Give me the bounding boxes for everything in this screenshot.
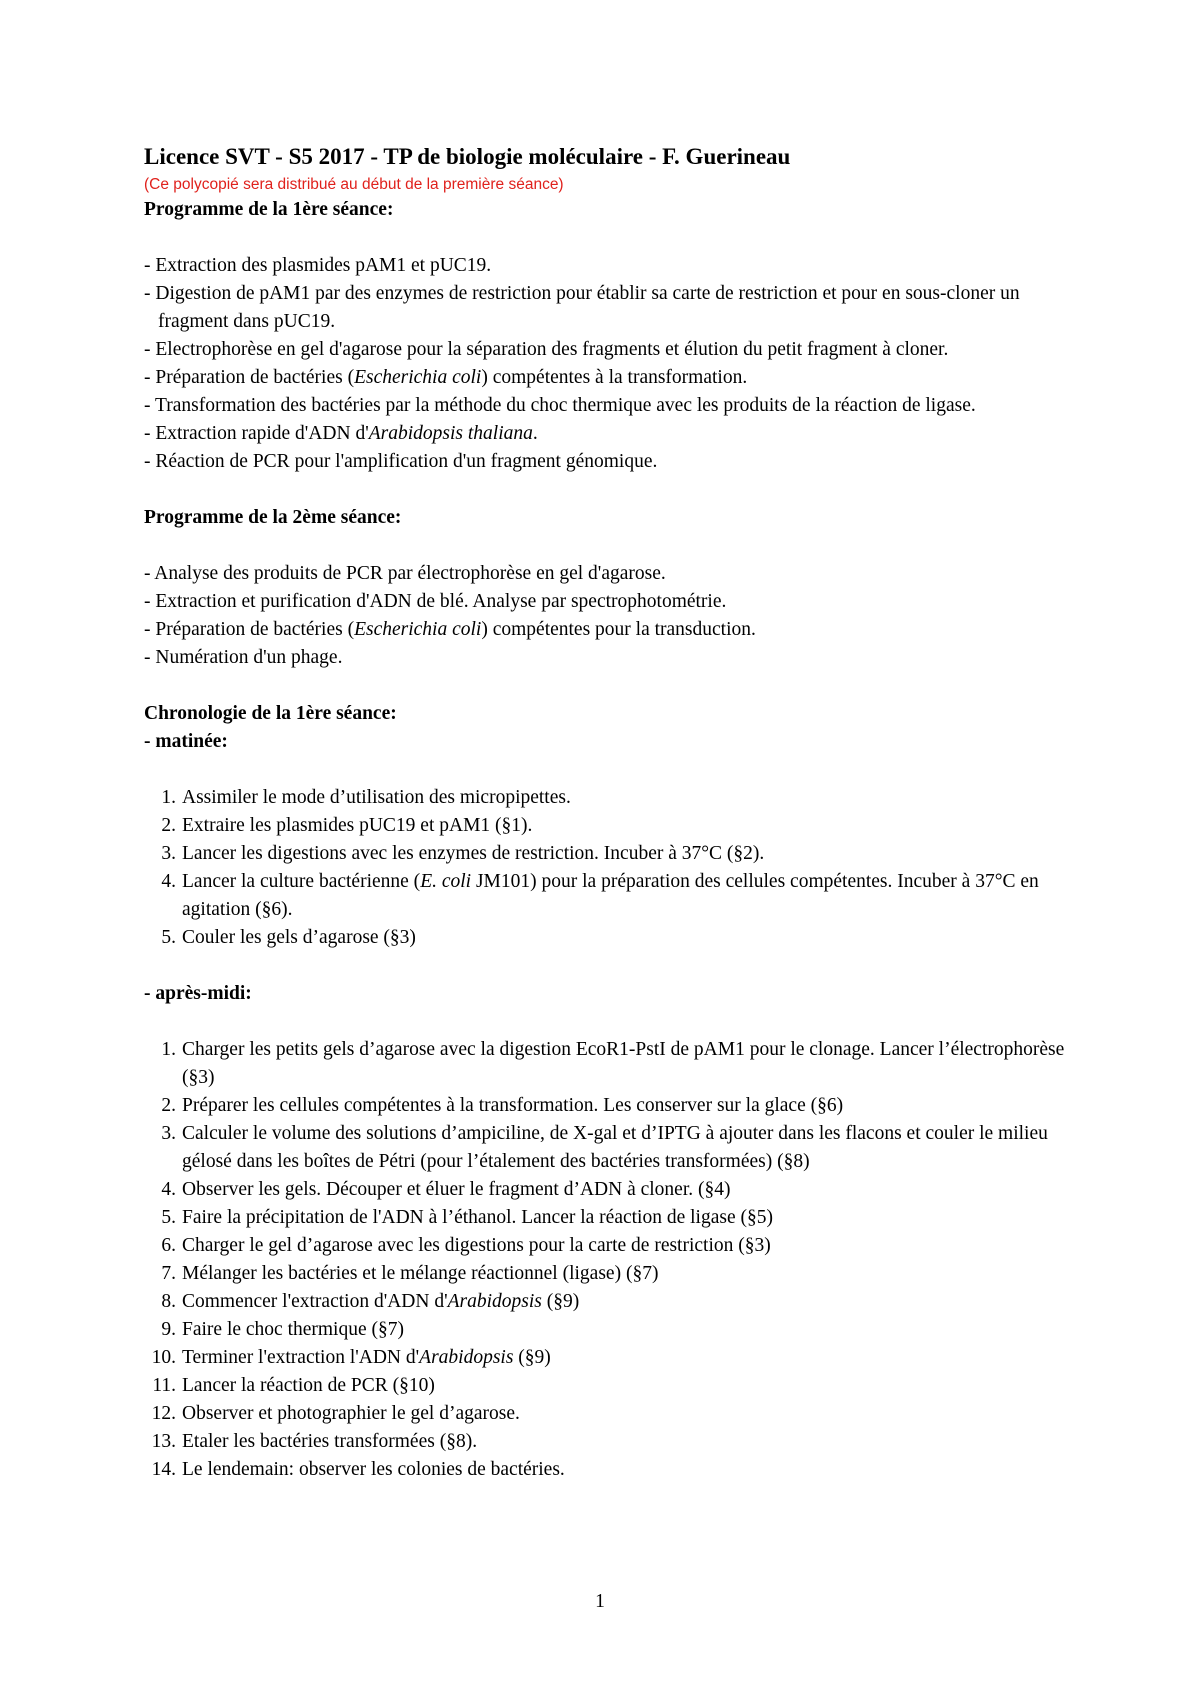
section2-heading: Programme de la 2ème séance: [144,507,402,528]
item-text [182,840,1084,868]
list-item [144,840,1084,868]
item-text [182,1372,1084,1400]
section1-heading: Programme de la 1ère séance: [144,199,394,220]
item-text [182,1288,1084,1316]
list-item [144,812,1084,840]
item-text [182,1232,1084,1260]
document-page [144,140,1084,1484]
text-run: - Extraction rapide d'ADN d' [144,423,369,444]
item-text [182,1036,1084,1092]
text-run: (§9) [513,1347,551,1368]
item-text [182,812,1084,840]
list-item [144,644,1084,672]
morning-heading: - matinée: [144,731,228,752]
text-run: Mélanger les bactéries et le mélange réactionnel (ligase) (§7) [182,1263,659,1284]
text-run: Commencer l'extraction d'ADN d' [182,1291,448,1312]
list-item [144,252,1084,280]
item-text [182,1400,1084,1428]
item-number: 14. [151,1459,176,1480]
list-item [144,1260,1084,1288]
item-number: 4. [161,1179,176,1200]
text-run: Lancer la réaction de PCR (§10) [182,1375,435,1396]
item-number: 2. [161,815,176,836]
item-number: 9. [161,1319,176,1340]
list-item [144,588,1084,616]
item-number: 10. [151,1347,176,1368]
document-title: Licence SVT - S5 2017 - TP de biologie moléculaire - F. Guerineau [144,144,791,169]
list-item [144,1344,1084,1372]
text-run: - Préparation de bactéries ( [144,619,355,640]
text-run: Etaler les bactéries transformées (§8). [182,1431,478,1452]
list-item [144,1316,1084,1344]
item-number: 1. [161,1039,176,1060]
text-run: Calculer le volume des solutions d’ampiciline, de X-gal et d’IPTG à ajouter dans les flacons et couler le milieu gélosé dans les boîtes de Pétri (pour l’étalement des bactéries transformées) (§8) [182,1123,1048,1172]
afternoon-heading: - après-midi: [144,983,252,1004]
text-run: Lancer la culture bactérienne ( [182,871,421,892]
text-run: Observer les gels. Découper et éluer le fragment d’ADN à cloner. (§4) [182,1179,731,1200]
text-run: - Extraction et purification d'ADN de blé. Analyse par spectrophotométrie. [144,591,727,612]
text-run: - Analyse des produits de PCR par électrophorèse en gel d'agarose. [144,563,666,584]
text-run: Couler les gels d’agarose (§3) [182,927,416,948]
text-run: Le lendemain: observer les colonies de bactéries. [182,1459,565,1480]
item-number: 13. [151,1431,176,1452]
list-item [144,420,1084,448]
text-run: - Transformation des bactéries par la méthode du choc thermique avec les produits de la réaction de ligase. [144,395,976,416]
list-item [144,1372,1084,1400]
item-text [182,1316,1084,1344]
item-number: 5. [161,927,176,948]
text-run: Préparer les cellules compétentes à la transformation. Les conserver sur la glace (§6) [182,1095,844,1116]
list-item [144,1204,1084,1232]
text-run: Charger les petits gels d’agarose avec la digestion EcoR1-PstI de pAM1 pour le clonage. Lancer l’électrophorèse (§3) [182,1039,1065,1088]
item-text [182,1456,1084,1484]
item-text [182,1120,1084,1176]
item-number: 12. [151,1403,176,1424]
italic-text: Arabidopsis thaliana [368,423,533,444]
item-text [182,784,1084,812]
text-run: - Numération d'un phage. [144,647,343,668]
chronologie-heading: Chronologie de la 1ère séance: [144,703,397,724]
list-item [144,784,1084,812]
text-run: Lancer les digestions avec les enzymes de restriction. Incuber à 37°C (§2). [182,843,765,864]
item-number: 7. [161,1263,176,1284]
item-text [182,868,1084,924]
list-item [144,448,1084,476]
item-text [182,1428,1084,1456]
list-item [144,1120,1084,1176]
text-run: Charger le gel d’agarose avec les digestions pour la carte de restriction (§3) [182,1235,771,1256]
list-item [144,560,1084,588]
text-run: Faire le choc thermique (§7) [182,1319,404,1340]
text-run: Faire la précipitation de l'ADN à l’éthanol. Lancer la réaction de ligase (§5) [182,1207,773,1228]
item-number: 2. [161,1095,176,1116]
list-item [144,868,1084,924]
list-item [144,392,1084,420]
text-run: - Digestion de pAM1 par des enzymes de restriction pour établir sa carte de restriction et pour en sous-cloner un fragment dans pUC19. [144,283,1020,332]
item-number: 3. [161,1123,176,1144]
text-run: JM101) pour la préparation des cellules compétentes. Incuber à 37°C en agitation (§6). [182,871,1039,920]
text-run: - Réaction de PCR pour l'amplification d'un fragment génomique. [144,451,658,472]
list-item [144,1428,1084,1456]
section2-list [144,560,1084,672]
list-item [144,280,1084,336]
distribution-note: (Ce polycopié sera distribué au début de la première séance) [144,176,564,193]
section1-list [144,252,1084,476]
item-text [182,1260,1084,1288]
item-text [182,1204,1084,1232]
page-number: 1 [595,1591,605,1612]
text-run: Extraire les plasmides pUC19 et pAM1 (§1). [182,815,533,836]
item-number: 3. [161,843,176,864]
morning-list [144,784,1084,952]
list-item [144,1288,1084,1316]
item-number: 11. [152,1375,176,1396]
text-run: - Préparation de bactéries ( [144,367,355,388]
item-number: 8. [161,1291,176,1312]
list-item [144,1456,1084,1484]
item-text [182,1344,1084,1372]
italic-text: Escherichia coli [354,367,482,388]
item-number: 5. [161,1207,176,1228]
italic-text: Arabidopsis [447,1291,542,1312]
list-item [144,1232,1084,1260]
text-run: Assimiler le mode d’utilisation des micropipettes. [182,787,571,808]
text-run: Terminer l'extraction l'ADN d' [182,1347,420,1368]
list-item [144,1036,1084,1092]
item-text [182,924,1084,952]
item-text [182,1176,1084,1204]
list-item [144,364,1084,392]
text-run: Observer et photographier le gel d’agarose. [182,1403,520,1424]
item-number: 1. [161,787,176,808]
text-run: (§9) [541,1291,580,1312]
list-item [144,1400,1084,1428]
afternoon-list [144,1036,1084,1484]
italic-text: Escherichia coli [354,619,482,640]
item-number: 4. [161,871,176,892]
list-item [144,336,1084,364]
text-run: ) compétentes à la transformation. [481,367,748,388]
list-item [144,1092,1084,1120]
list-item [144,924,1084,952]
text-run: . [532,423,538,444]
italic-text: Arabidopsis [419,1347,514,1368]
item-text [182,1092,1084,1120]
text-run: - Electrophorèse en gel d'agarose pour la séparation des fragments et élution du petit fragment à cloner. [144,339,949,360]
text-run: - Extraction des plasmides pAM1 et pUC19. [144,255,492,276]
list-item [144,1176,1084,1204]
text-run: ) compétentes pour la transduction. [481,619,756,640]
item-number: 6. [161,1235,176,1256]
italic-text: E. coli [420,871,472,892]
list-item [144,616,1084,644]
